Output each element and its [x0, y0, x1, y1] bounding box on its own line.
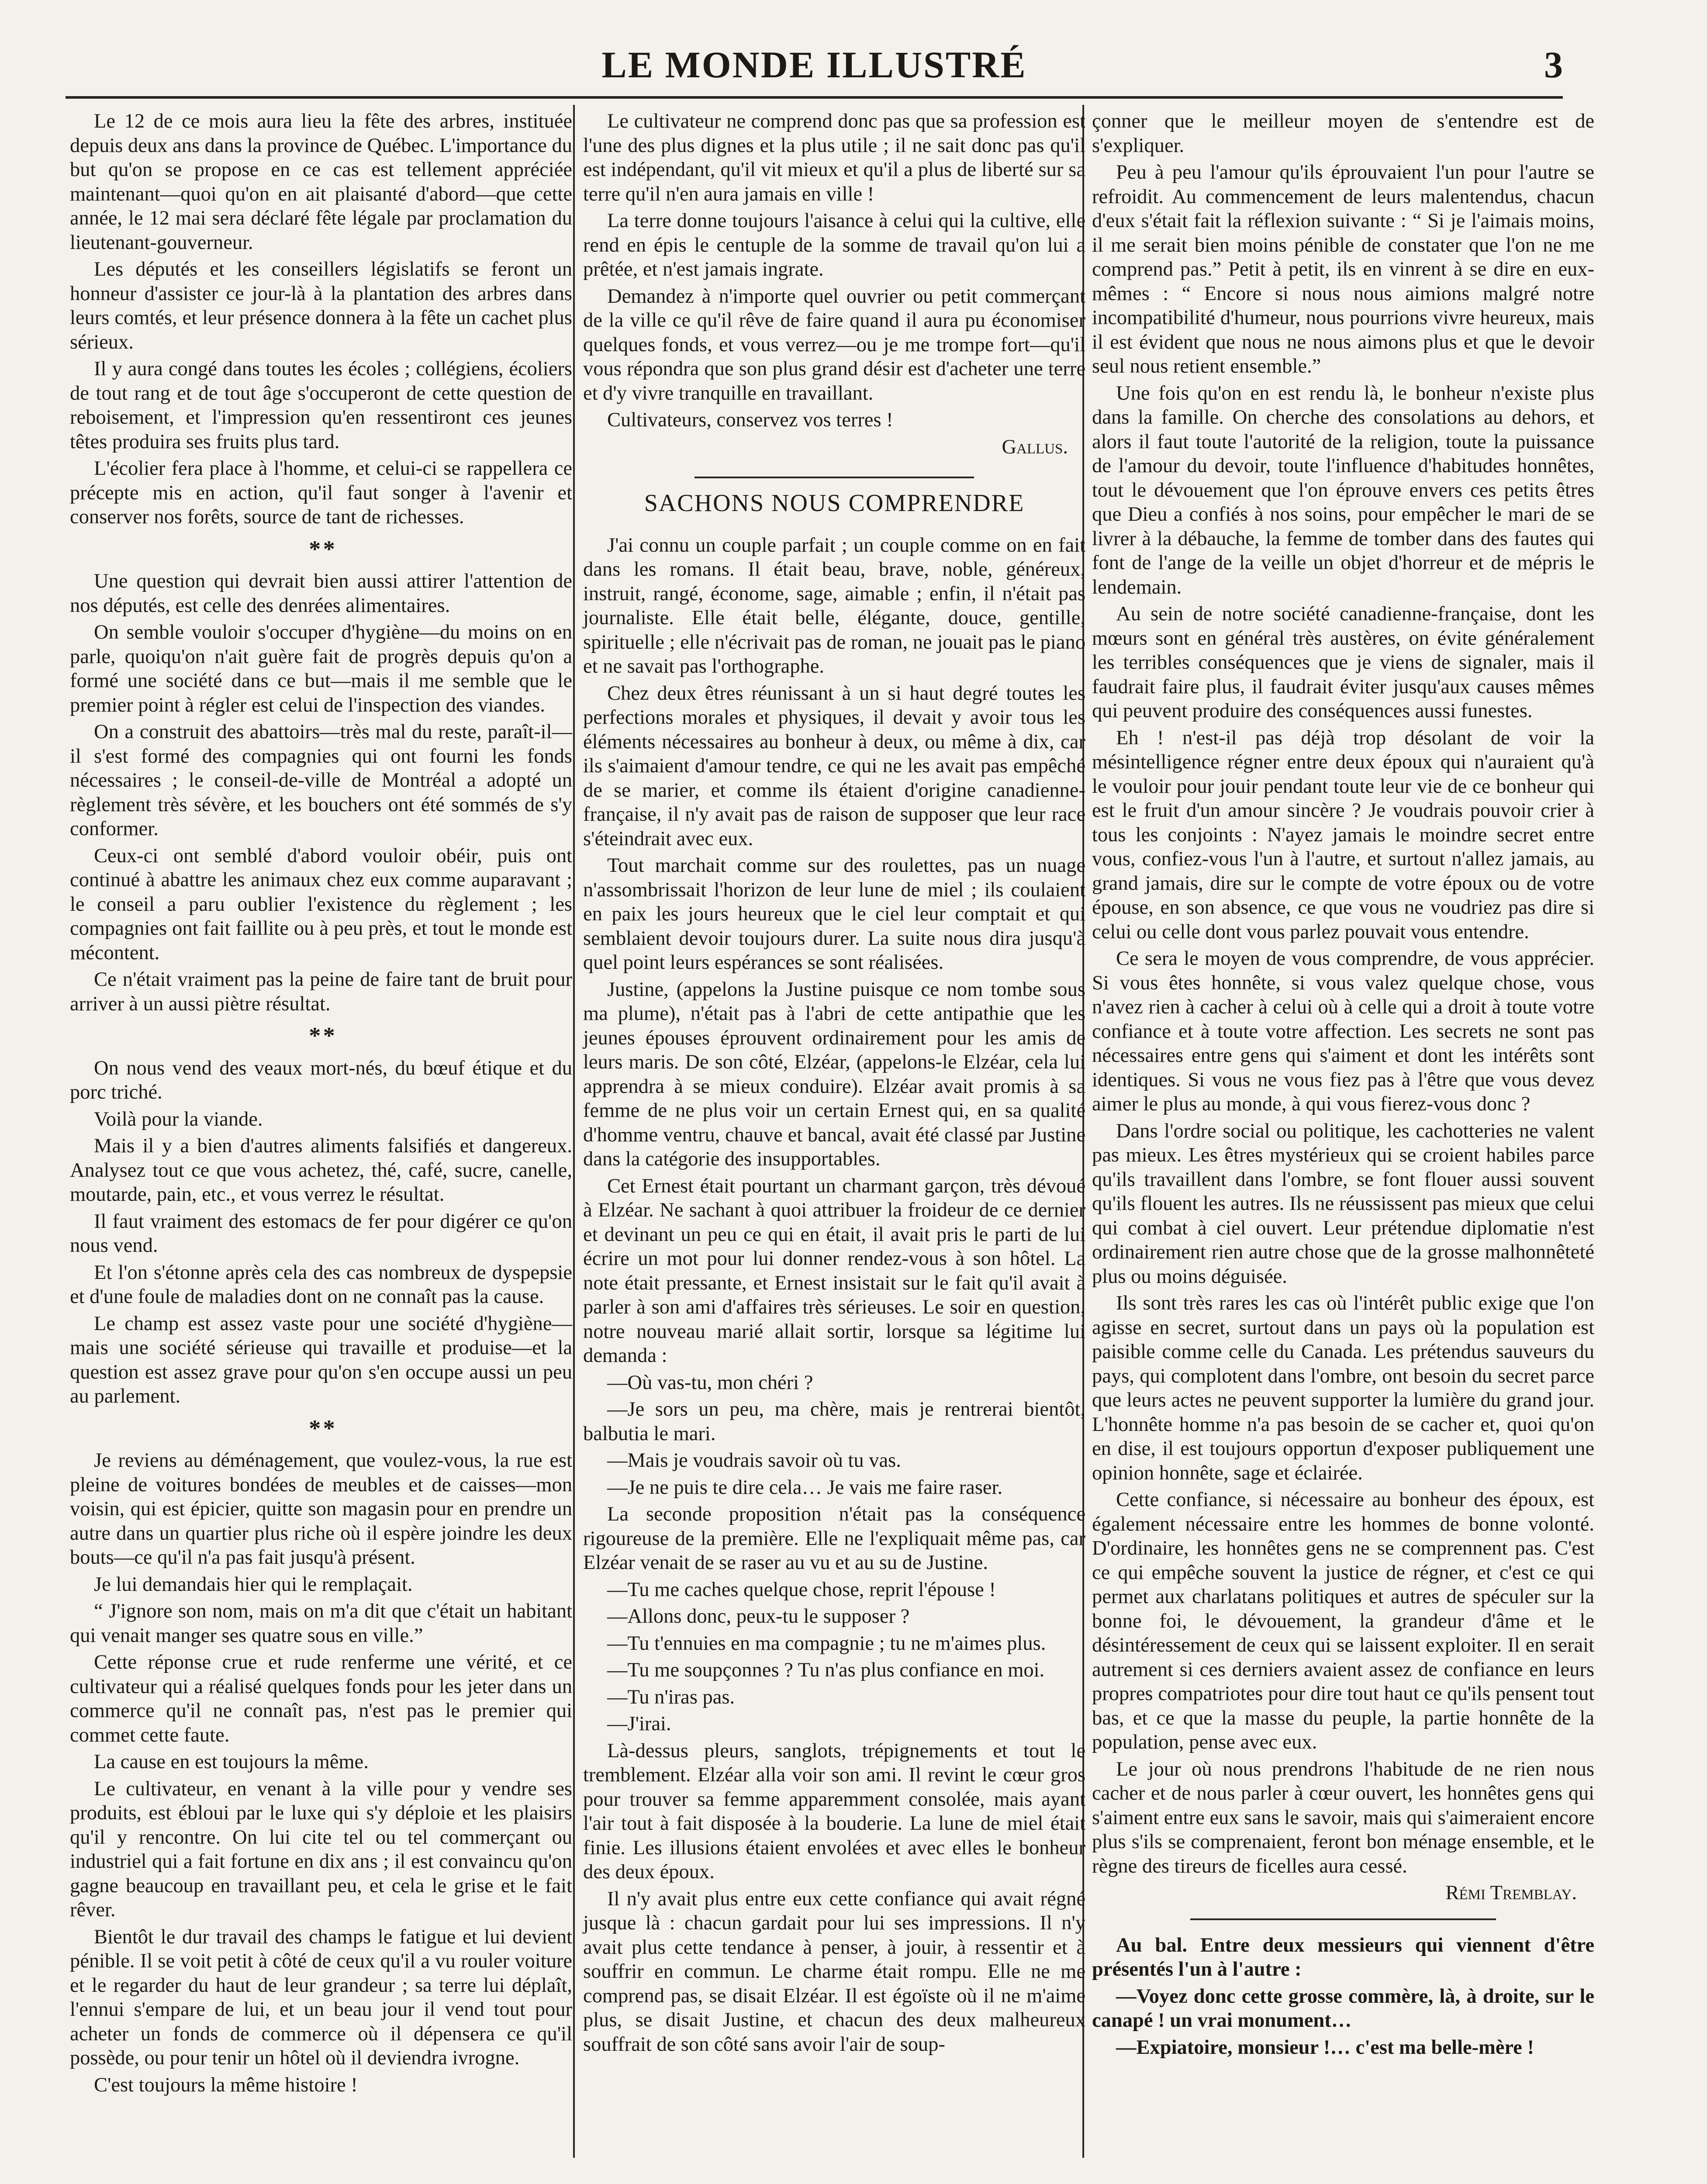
- paragraph: Justine, (appelons la Justine puisque ce nom tombe sous ma plume), n'était pas à l'abri de cette antipathie que les jeunes épouses éprouvent ordinairement pour les amis de leurs maris. De son côté, Elzéar, (appelons-le Elzéar, cela lui apprendra à se mieux conduire). Elzéar avait promis à sa femme de ne plus voir un certain Ernest qui, en sa qualité d'homme ventru, chauve et bancal, avait été classé par Justine dans la catégorie des insupportables.: [583, 978, 1085, 1170]
- asterism-separator: * *: [309, 536, 333, 562]
- dialogue-line: —Tu me soupçonnes ? Tu n'as plus confiance en moi.: [607, 1659, 1045, 1681]
- paragraph: çonner que le meilleur moyen de s'entendre est de s'expliquer.: [1092, 110, 1594, 157]
- paragraph: Cette réponse crue et rude renferme une vérité, et ce cultivateur qui a réalisé quelques fonds pour les jeter dans un commerce qu'il ne connaît pas, n'est pas le premier qui commet cette faute.: [70, 1651, 572, 1746]
- asterism-separator: * *: [309, 1023, 333, 1049]
- paragraph: Bientôt le dur travail des champs le fatigue et lui devient pénible. Il se voit petit à côté de ceux qu'il a vu rouler voiture et le regarder du haut de leur grandeur ; sa terre lui déplaît, l'ennui s'empare de lui, et un beau jour il vend tout pour acheter un fonds de commerce où il dépensera ce qu'il possède, ou pour tenir un hôtel où il deviendra ivrogne.: [70, 1925, 572, 2069]
- dialogue-line: —Je ne puis te dire cela… Je vais me faire raser.: [607, 1476, 1003, 1499]
- article-fete-des-arbres: [70, 109, 572, 529]
- paragraph: Peu à peu l'amour qu'ils éprouvaient l'un pour l'autre se refroidit. Au commencement de leurs malentendus, chacun d'eux s'était fait la réflexion suivante : “ Si je l'aimais moins, il me serait bien moins pénible de constater que l'on ne me comprend pas.” Petit à petit, ils en vinrent à se dire en eux-mêmes : “ Encore si nous nous aimions malgré notre incompatibilité d'humeur, nous pourrions vivre heureux, mais il est évident que nous ne nous aimons plus et que le devoir seul nous retient ensemble.”: [1092, 161, 1594, 377]
- section-title: SACHONS NOUS COMPRENDRE: [644, 490, 1025, 517]
- dialogue-line: —Mais je voudrais savoir où tu vas.: [607, 1449, 901, 1472]
- paragraph: Le cultivateur, en venant à la ville pour y vendre ses produits, est ébloui par le luxe qui s'y déploie et les plaisirs qu'il y rencontre. On lui cite tel ou tel commerçant ou industriel qui a fait fortune en dix ans ; il est convaincu qu'on gagne beaucoup en travaillant peu, et cela le grise et le fait rêver.: [70, 1777, 572, 1921]
- paragraph: Je reviens au déménagement, que voulez-vous, la rue est pleine de voitures bondées de meubles et de caisses—mon voisin, qui est épicier, quitte son magasin pour en prendre un autre dans un quartier plus riche où il espère joindre les deux bouts—ce qu'il n'a pas fait jusqu'à présent.: [70, 1449, 572, 1569]
- article-denrees: [70, 569, 572, 1016]
- paragraph: Il faut vraiment des estomacs de fer pour digérer ce qu'on nous vend.: [70, 1210, 572, 1257]
- author-signature: Gallus.: [1002, 435, 1068, 458]
- paragraph: Le cultivateur ne comprend donc pas que sa profession est l'une des plus dignes et la plus utile ; il ne sait donc pas qu'il est indépendant, qu'il vit mieux et qu'il a plus de liberté sur sa terre qu'il n'en aura jamais en ville !: [583, 110, 1085, 205]
- paragraph: Je lui demandais hier qui le remplaçait.: [94, 1573, 413, 1596]
- paragraph: On nous vend des veaux mort-nés, du bœuf étique et du porc triché.: [70, 1057, 572, 1103]
- article-sachons-nous-comprendre-continued: [1092, 109, 1594, 1878]
- page-number: 3: [1544, 44, 1563, 86]
- section-rule: [1190, 1918, 1496, 1920]
- paragraph: Ils sont très rares les cas où l'intérêt public exige que l'on agisse en secret, surtout dans un pays où la population est paisible comme celle du Canada. Les prétendus sauveurs du pays, qui complotent dans l'ombre, ont besoin du secret parce que leurs actes ne peuvent supporter la lumière du grand jour. L'honnête homme n'a pas besoin de se cacher et, quoi qu'on en dise, il est toujours opportun d'exposer publiquement une opinion honnête, sage et éclairée.: [1092, 1292, 1594, 1484]
- paragraph: C'est toujours la même histoire !: [94, 2073, 358, 2096]
- column-2: [583, 109, 1085, 2059]
- dialogue-line: —Tu t'ennuies en ma compagnie ; tu ne m'aimes plus.: [607, 1632, 1046, 1655]
- paragraph: Une question qui devrait bien aussi attirer l'attention de nos députés, est celle des denrées alimentaires.: [70, 570, 572, 617]
- paragraph: Ce sera le moyen de vous comprendre, de vous apprécier. Si vous êtes honnête, si vous valez quelque chose, vous n'avez rien à cacher à celui où à celle qui a droit à toute votre confiance et à toute votre affection. Les secrets ne sont pas nécessaires entre gens qui s'aiment et dont les intérêts sont identiques. Si vous ne vous fiez pas à l'être que vous devez aimer le plus au monde, à qui vous fierez-vous donc ?: [1092, 947, 1594, 1115]
- paragraph: Là-dessus pleurs, sanglots, trépignements et tout le tremblement. Elzéar alla voir son ami. Il revint le cœur gros pour trouver sa femme apparemment consolée, mais ayant l'air tout à fait disposée à la bouderie. La lune de miel était finie. Les illusions étaient envolées et avec elles le bonheur des deux époux.: [583, 1739, 1085, 1883]
- article-aliments: [70, 1056, 572, 1409]
- paragraph: Cette confiance, si nécessaire au bonheur des époux, est également nécessaire entre les hommes de bonne volonté. D'ordinaire, les honnêtes gens ne se comprennent pas. C'est ce qui empêche souvent la justice de régner, et c'est ce qui permet aux charlatans politiques et autres de spéculer sur la bonne foi, le dévouement, la grandeur d'âme et le désintéressement de ceux qui se laissent exploiter. Il en serait autrement si ces derniers avaient assez de confiance en leurs propres compatriotes pour dire tout haut ce qu'ils pensent tout bas, et ce que la masse du peuple, la partie honnête de la population, pense avec eux.: [1092, 1489, 1594, 1753]
- paragraph: Ce n'était vraiment pas la peine de faire tant de bruit pour arriver à un aussi piètre résultat.: [70, 968, 572, 1015]
- paragraph: On a construit des abattoirs—très mal du reste, paraît-il—il s'est formé des compagnies qui ont fourni les fonds nécessaires ; le conseil-de-ville de Montréal a adopté un règlement très sévère, et les bouchers ont été sommés de s'y conformer.: [70, 721, 572, 840]
- paragraph: Cet Ernest était pourtant un charmant garçon, très dévoué à Elzéar. Ne sachant à quoi attribuer la froideur de ce dernier et devinant un peu ce qui en était, il avait pris le parti de lui écrire un mot pour lui donner rendez-vous à son hôtel. La note était pressante, et Ernest insistait sur le fait qu'il avait à parler à son ami d'affaires très sérieuses. Le soir en question, notre nouveau marié allait sortir, lorsque sa légitime lui demanda :: [583, 1175, 1085, 1367]
- article-cultivateurs: [583, 109, 1085, 432]
- paragraph: Il y aura congé dans toutes les écoles ; collégiens, écoliers de tout rang et de tout âge s'occuperont de cette question de reboisement, et l'impression qu'en ressentiront ces jeunes têtes produira ses fruits plus tard.: [70, 358, 572, 453]
- column-1: [70, 109, 572, 2100]
- paragraph: La seconde proposition n'était pas la conséquence rigoureuse de la première. Elle ne l'expliquait même pas, car Elzéar venait de se raser au vu et au su de Justine.: [583, 1503, 1085, 1574]
- newspaper-title: LE MONDE ILLUSTRÉ: [601, 44, 1027, 86]
- dialogue-line: —Où vas-tu, mon chéri ?: [607, 1371, 813, 1394]
- paragraph: Eh ! n'est-il pas déjà trop désolant de voir la mésintelligence régner entre deux époux qui n'auraient qu'à le vouloir pour jouir pendant toute leur vie de ce bonheur qui est le fruit d'un amour sincère ? Je voudrais pouvoir crier à tous les conjoints : N'ayez jamais le moindre secret entre vous, confiez-vous l'un à l'autre, et surtout n'allez jamais, au grand jamais, dire sur le compte de votre époux ou de votre épouse, en son absence, ce que vous ne voudriez pas dire si celui ou celle dont vous parlez pouvait vous entendre.: [1092, 726, 1594, 943]
- asterism-separator: * *: [309, 1415, 333, 1441]
- section-rule: [695, 477, 974, 478]
- author-signature: Rémi Tremblay.: [1445, 1882, 1577, 1904]
- paragraph: “ J'ignore son nom, mais on m'a dit que c'était un habitant qui venait manger ses quatre sous en ville.”: [70, 1600, 572, 1647]
- paragraph: Il n'y avait plus entre eux cette confiance qui avait régné jusque là : chacun gardait pour lui ses impressions. Il n'y avait plus cette tendance à penser, à jouir, à ressentir et à souffrir en commun. Le charme était rompu. Elle ne me comprend pas, se disait Elzéar. Il est égoïste où il ne m'aime plus, se disait Justine, et chacun des deux malheureux souffrait de son côté sans avoir l'air de soup-: [583, 1887, 1085, 2056]
- paragraph: Dans l'ordre social ou politique, les cachotteries ne valent pas mieux. Les êtres mystérieux qui se croient habiles parce qu'ils travaillent dans l'ombre, se font flouer aussi souvent qu'ils flouent les autres. Ils ne réussissent pas mieux que celui qui combat à ciel ouvert. Leur prétendue diplomatie n'est ordinairement rien autre chose que de la grosse malhonnêteté plus ou moins déguisée.: [1092, 1120, 1594, 1288]
- column-divider: [573, 105, 575, 2158]
- paragraph: Voilà pour la viande.: [94, 1108, 263, 1130]
- paragraph: Au bal. Entre deux messieurs qui viennent d'être présentés l'un à l'autre :: [1092, 1934, 1594, 1980]
- paragraph: Demandez à n'importe quel ouvrier ou petit commerçant de la ville ce qu'il rêve de faire quand il aura pu économiser quelques fonds, et vous verrez—ou je me trompe fort—qu'il vous répondra que son plus grand désir est d'acheter une terre et d'y vivre tranquille en travaillant.: [583, 285, 1085, 404]
- dialogue-line: —Tu me caches quelque chose, reprit l'épouse !: [607, 1578, 996, 1601]
- page-header: [66, 31, 1563, 99]
- anecdote-au-bal: [1092, 1933, 1594, 2060]
- paragraph: Le champ est assez vaste pour une société d'hygiène—mais une société sérieuse qui travaille et produise—et la question est assez grave pour qu'on s'en occupe aussi un peu au parlement.: [70, 1312, 572, 1407]
- article-demenagement: [70, 1448, 572, 2097]
- dialogue-line: —Tu n'iras pas.: [607, 1686, 735, 1708]
- paragraph: Mais il y a bien d'autres aliments falsifiés et dangereux. Analysez tout ce que vous achetez, thé, café, sucre, canelle, moutarde, pain, etc., et vous verrez le résultat.: [70, 1135, 572, 1206]
- paragraph: Au sein de notre société canadienne-française, dont les mœurs sont en général très austères, on évite généralement les terribles conséquences que je viens de signaler, mais il faudrait faire plus, il faudrait éviter jusqu'aux causes mêmes qui peuvent produire des conséquences aussi funestes.: [1092, 603, 1594, 722]
- dialogue-line: —Je sors un peu, ma chère, mais je rentrerai bientôt, balbutia le mari.: [583, 1398, 1085, 1445]
- paragraph: Tout marchait comme sur des roulettes, pas un nuage n'assombrissait l'horizon de leur lune de miel ; ils coulaient en paix les jours heureux que le ciel leur comptait et qui semblaient devoir toujours durer. La suite nous dira jusqu'à quel point leurs espérances se sont réalisées.: [583, 854, 1085, 974]
- paragraph: Chez deux êtres réunissant à un si haut degré toutes les perfections morales et physiques, il devait y avoir tous les éléments nécessaires au bonheur à deux, ou même à dix, car ils s'aimaient d'amour tendre, ce qui ne les avait pas empêché de se marier, et comme ils étaient d'origine canadienne-française, il n'y avait pas de raison de supposer que leur race s'éteindrait avec eux.: [583, 682, 1085, 850]
- paragraph: J'ai connu un couple parfait ; un couple comme on en fait dans les romans. Il était beau, brave, noble, généreux, instruit, rangé, économe, sage, aimable ; enfin, il n'était pas journaliste. Elle était belle, élégante, douce, gentille, spirituelle ; elle n'écrivait pas de roman, ne jouait pas le piano et ne savait pas l'orthographe.: [583, 534, 1085, 677]
- column-3: [1092, 109, 1594, 2062]
- paragraph: L'écolier fera place à l'homme, et celui-ci se rappellera ce précepte mis en action, qu'il faut songer à l'avenir et conserver nos forêts, source de tant de richesses.: [70, 457, 572, 528]
- paragraph: On semble vouloir s'occuper d'hygiène—du moins on en parle, quoiqu'on n'ait guère fait de progrès depuis qu'on a formé une société dans ce but—mais il me semble que le premier point à régler est celui de l'inspection des viandes.: [70, 621, 572, 716]
- paragraph: La cause en est toujours la même.: [94, 1751, 369, 1773]
- paragraph: Et l'on s'étonne après cela des cas nombreux de dyspepsie et d'une foule de maladies dont on ne connaît pas la cause.: [70, 1261, 572, 1308]
- dialogue-line: —Expiatoire, monsieur !… c'est ma belle-mère !: [1116, 2036, 1534, 2059]
- paragraph: Le jour où nous prendrons l'habitude de ne rien nous cacher et de nous parler à cœur ouvert, les honnêtes gens qui s'aiment entre eux sans le savoir, mais qui s'aimeraient encore plus s'ils se comprenaient, feront bon ménage ensemble, et le règne des tireurs de ficelles aura cessé.: [1092, 1758, 1594, 1877]
- paragraph: Une fois qu'on en est rendu là, le bonheur n'existe plus dans la famille. On cherche des consolations au dehors, et alors il faut toute l'autorité de la religion, toute la puissance de l'amour du devoir, toute l'influence d'habitudes honnêtes, tout le dévouement que l'on éprouve envers ces petits êtres que Dieu a confiés à nos soins, pour empêcher le mari de se livrer à la débauche, la femme de tomber dans des fautes qui font de l'ange de la veille un objet d'horreur et de mépris le lendemain.: [1092, 382, 1594, 598]
- paragraph: Ceux-ci ont semblé d'abord vouloir obéir, puis ont continué à abattre les animaux chez eux comme auparavant ; le conseil a paru oublier l'existence du règlement ; les compagnies ont fait faillite ou à peu près, et tout le monde est mécontent.: [70, 844, 572, 964]
- article-sachons-nous-comprendre: [583, 533, 1085, 2057]
- dialogue-line: —J'irai.: [607, 1713, 671, 1735]
- dialogue-line: —Voyez donc cette grosse commère, là, à droite, sur le canapé ! un vrai monument…: [1092, 1985, 1594, 2032]
- dialogue-line: —Allons donc, peux-tu le supposer ?: [607, 1605, 910, 1628]
- paragraph: Le 12 de ce mois aura lieu la fête des arbres, instituée depuis deux ans dans la province de Québec. L'importance du but qu'on se propose en ce cas est tellement appréciée maintenant—quoi qu'on en ait plaisanté d'abord—que cette année, le 12 mai sera déclaré fête légale par proclamation du lieutenant-gouverneur.: [70, 110, 572, 254]
- paragraph: Les députés et les conseillers législatifs se feront un honneur d'assister ce jour-là à la plantation des arbres dans leurs comtés, et leur présence donnera à la fête un cachet plus sérieux.: [70, 258, 572, 353]
- paragraph: La terre donne toujours l'aisance à celui qui la cultive, elle rend en épis le centuple de la somme de travail qu'on lui a prêtée, et n'est jamais ingrate.: [583, 210, 1085, 280]
- paragraph: Cultivateurs, conservez vos terres !: [607, 409, 893, 431]
